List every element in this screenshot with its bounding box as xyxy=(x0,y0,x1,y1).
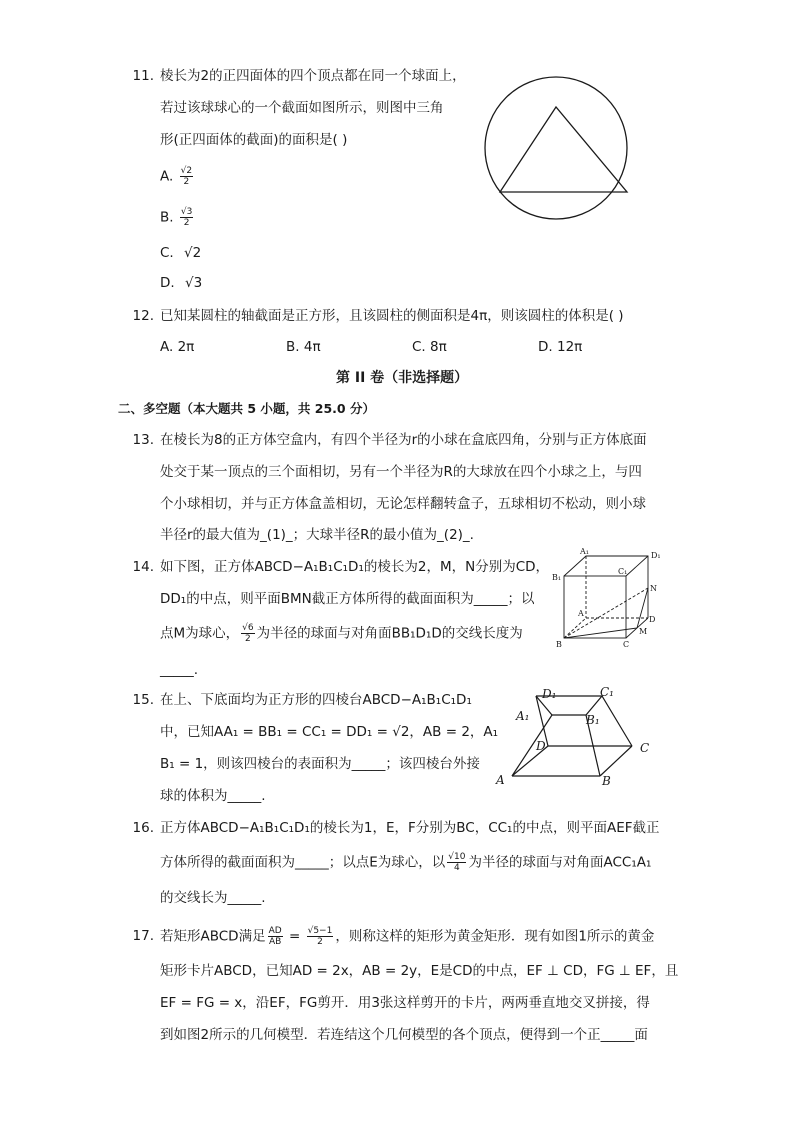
option-key: A. xyxy=(160,168,174,185)
label-c1: C₁ xyxy=(600,685,614,699)
question-16-line-3: 的交线长为_____. xyxy=(160,890,266,906)
question-15-line-4: 球的体积为_____. xyxy=(160,788,266,804)
question-number: 16. xyxy=(132,820,154,836)
question-16-line-2: 方体所得的截面面积为_____；以点E为球心，以 $\frac{√10}{4}$ 为半径的球面与对角面ACC₁A₁ xyxy=(160,852,652,873)
label-a1: A₁ xyxy=(580,547,589,556)
question-number: 13. xyxy=(132,432,154,448)
question-14-line-4: _____. xyxy=(160,662,199,678)
fraction: $\frac{√2}{2}$ xyxy=(180,166,193,187)
question-17-line-2: 矩形卡片ABCD，已知AD = 2x，AB = 2y，E是CD的中点，EF ⊥ CD，FG ⊥ EF，且 xyxy=(160,963,679,979)
question-13-line-3: 个小球相切，并与正方体盒盖相切，无论怎样翻转盒子，五球相切不松动，则小球 xyxy=(160,496,646,512)
question-17-line-1: 若矩形ABCD满足 $\frac{AD}{AB}$ = $\frac{√5-1}{2}$ ，则称这样的矩形为黄金矩形．现有如图1所示的黄金 xyxy=(160,926,655,947)
label-c: C xyxy=(623,640,630,649)
label-c: C xyxy=(640,741,650,755)
fraction: $\frac{√6}{2}$ xyxy=(242,623,254,644)
label-a: A xyxy=(578,609,584,618)
label-b1: B₁ xyxy=(552,573,562,582)
circle-triangle-figure xyxy=(484,68,634,228)
option-key: B. xyxy=(160,209,174,226)
option-text: √2 xyxy=(184,245,202,261)
question-15-line-2: 中，已知AA₁ = BB₁ = CC₁ = DD₁ = √2，AB = 2，A₁ xyxy=(160,724,499,740)
label-a1: A₁ xyxy=(516,709,530,723)
fraction: $\frac{√3}{2}$ xyxy=(180,207,193,228)
label-c1: C₁ xyxy=(618,567,628,576)
question-number: 15. xyxy=(132,692,154,708)
label-d: D xyxy=(536,739,546,753)
label-b: B xyxy=(556,640,562,649)
question-14-line-3: 点M为球心， $\frac{√6}{2}$ 为半径的球面与对角面BB₁D₁D的交线长度为 xyxy=(160,623,523,644)
cube-figure xyxy=(548,546,668,656)
label-n: N xyxy=(650,584,657,593)
question-13-line-2: 处交于某一顶点的三个面相切，另有一个半径为R的大球放在四个小球之上，与四 xyxy=(160,464,642,480)
option-b[interactable] xyxy=(160,207,195,228)
option-c[interactable] xyxy=(160,243,201,263)
option-c[interactable]: C. 8π xyxy=(412,339,447,355)
label-a: A xyxy=(496,773,505,787)
option-text: √3 xyxy=(184,275,203,291)
label-b: B xyxy=(602,774,611,788)
question-number: 17. xyxy=(132,928,154,944)
label-d1: D₁ xyxy=(542,687,557,701)
question-14-line-2: DD₁的中点，则平面BMN截正方体所得的截面面积为_____；以 xyxy=(160,591,535,607)
question-12-text: 已知某圆柱的轴截面是正方形，且该圆柱的侧面积是4π，则该圆柱的体积是( ) xyxy=(160,308,624,324)
option-a[interactable] xyxy=(160,166,195,187)
option-a[interactable]: A. 2π xyxy=(160,339,195,355)
fraction: $\frac{√10}{4}$ xyxy=(448,852,466,873)
question-17-line-4: 到如图2所示的几何模型．若连结这个几何模型的各个顶点，便得到一个正_____面 xyxy=(160,1027,648,1043)
triangle-section xyxy=(500,107,627,192)
question-11-line-2: 若过该球球心的一个截面如图所示，则图中三角 xyxy=(160,100,444,116)
question-number: 11. xyxy=(132,68,154,84)
fraction: $\frac{AD}{AB}$ xyxy=(268,926,282,947)
question-14-line-1: 如下图，正方体ABCD−A₁B₁C₁D₁的棱长为2，M，N分别为CD， xyxy=(160,559,550,575)
option-key: D. xyxy=(160,275,175,291)
question-16-line-1: 正方体ABCD−A₁B₁C₁D₁的棱长为1，E，F分别为BC，CC₁的中点，则平面AEF截正 xyxy=(160,820,660,836)
option-d[interactable] xyxy=(160,273,202,293)
question-number: 12. xyxy=(132,308,154,324)
question-15-line-1: 在上、下底面均为正方形的四棱台ABCD−A₁B₁C₁D₁ xyxy=(160,692,472,708)
label-d: D xyxy=(649,615,656,624)
question-11-line-3: 形(正四面体的截面)的面积是( ) xyxy=(160,132,348,148)
question-11-line-1: 棱长为2的正四面体的四个顶点都在同一个球面上， xyxy=(160,68,466,84)
question-17-line-3: EF = FG = x，沿EF，FG剪开．用3张这样剪开的卡片，两两垂直地交叉拼接，得 xyxy=(160,995,650,1011)
sphere-section-circle xyxy=(485,77,627,219)
question-13-line-1: 在棱长为8的正方体空盒内，有四个半径为r的小球在盒底四角，分别与正方体底面 xyxy=(160,432,647,448)
section-title: 二、多空题（本大题共 5 小题，共 25.0 分） xyxy=(118,401,375,416)
option-key: C. xyxy=(160,245,174,261)
fraction: $\frac{√5-1}{2}$ xyxy=(307,926,333,947)
label-m: M xyxy=(639,627,648,636)
label-d1: D₁ xyxy=(651,551,661,560)
question-15-line-3: B₁ = 1，则该四棱台的表面积为_____；该四棱台外接 xyxy=(160,756,480,772)
option-b[interactable]: B. 4π xyxy=(286,339,321,355)
question-number: 14. xyxy=(132,559,154,575)
part-title: 第 II 卷（非选择题） xyxy=(336,370,469,386)
frustum-figure xyxy=(492,682,662,788)
option-d[interactable]: D. 12π xyxy=(538,339,583,355)
label-b1: B₁ xyxy=(586,713,600,727)
question-13-line-4: 半径r的最大值为_(1)_；大球半径R的最小值为_(2)_. xyxy=(160,527,474,543)
